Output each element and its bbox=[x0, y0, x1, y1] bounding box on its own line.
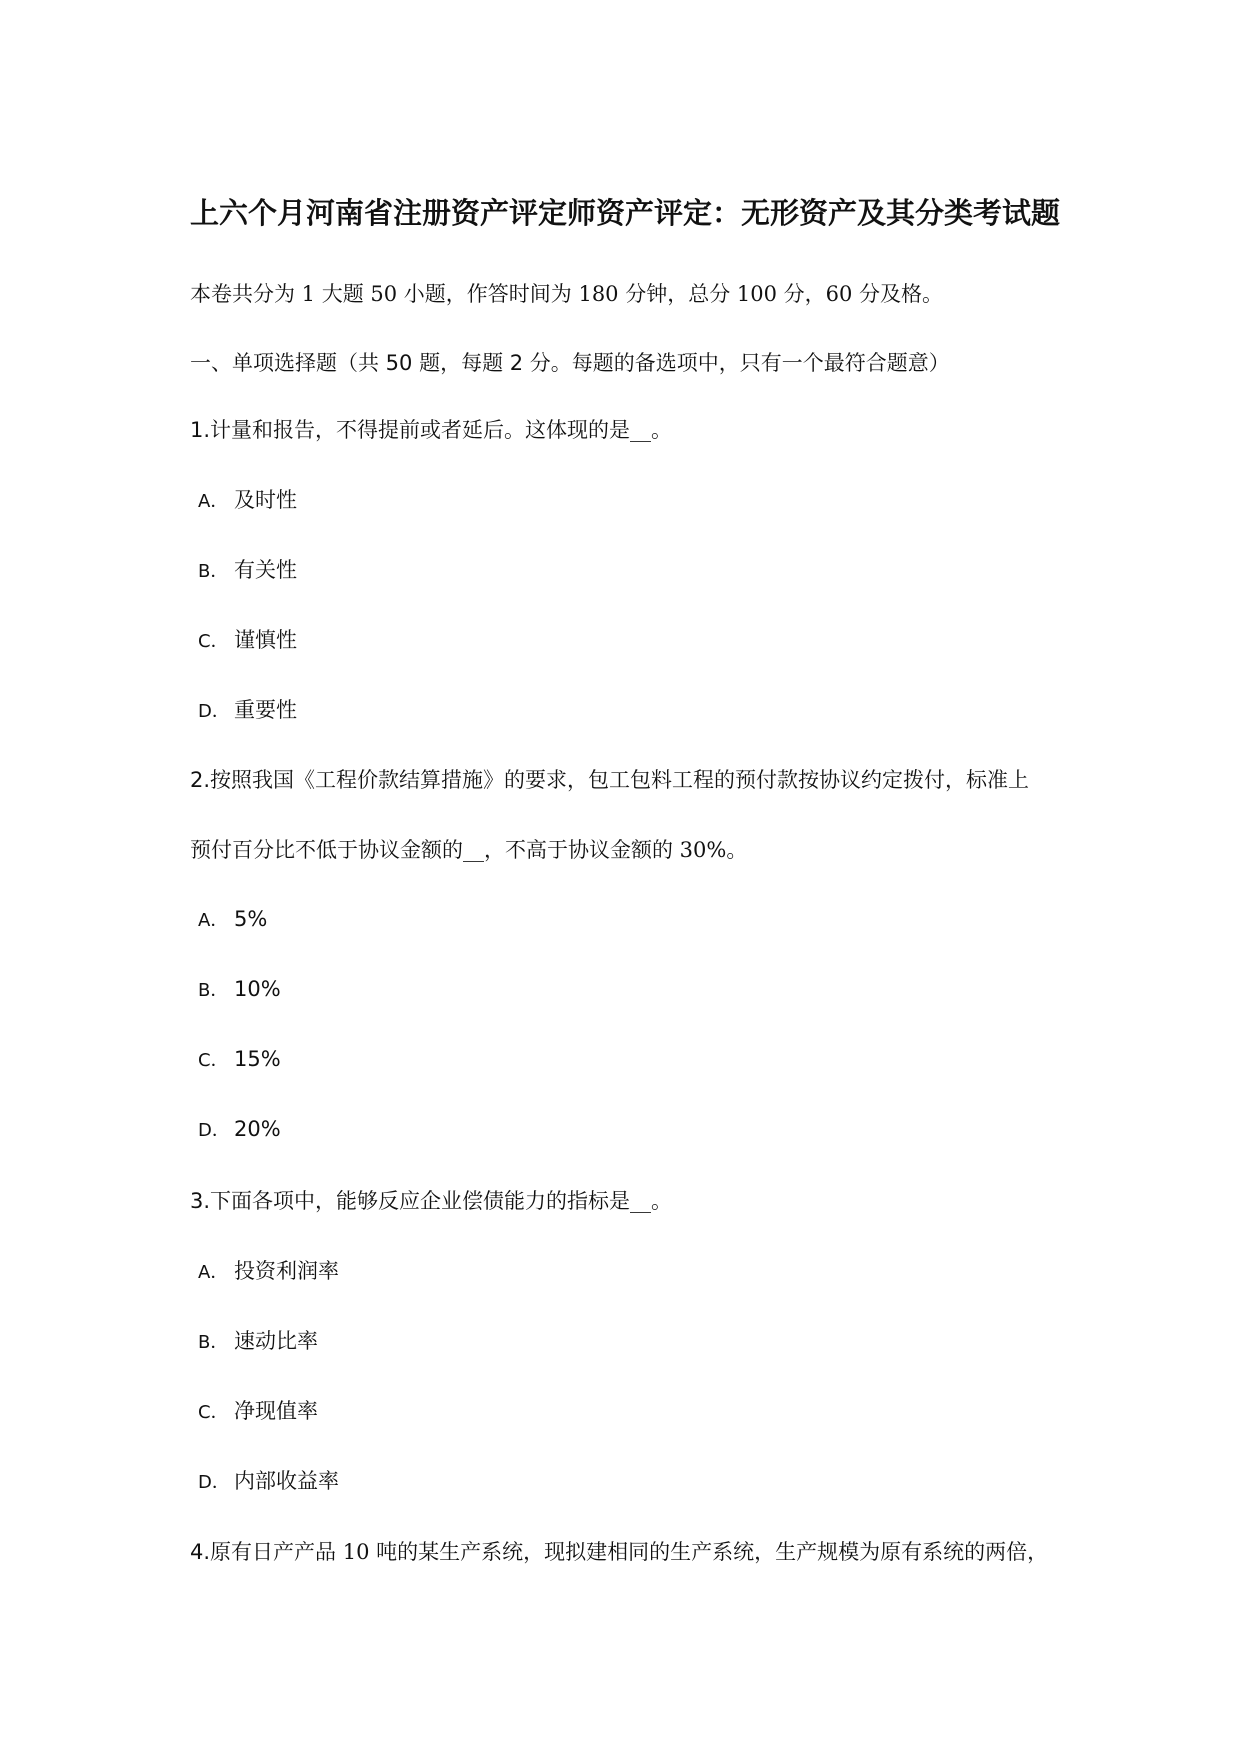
option-text: 重要性 bbox=[234, 698, 297, 722]
option-text: 20% bbox=[234, 1117, 281, 1141]
option-text: 及时性 bbox=[234, 488, 297, 512]
option-text: 5% bbox=[234, 907, 268, 931]
option-1d bbox=[198, 694, 297, 724]
option-3b bbox=[198, 1325, 318, 1355]
question-3 bbox=[190, 1185, 672, 1215]
question-number: 2. bbox=[190, 768, 211, 792]
question-text: 下面各项中，能够反应企业偿债能力的指标是__。 bbox=[210, 1189, 673, 1213]
question-number: 4. bbox=[190, 1540, 211, 1564]
question-text: 按照我国《工程价款结算措施》的要求，包工包料工程的预付款按协议约定拨付，标准上 bbox=[210, 768, 1030, 792]
option-text: 谨慎性 bbox=[234, 628, 297, 652]
question-1 bbox=[190, 414, 672, 444]
page-title: 上六个月河南省注册资产评定师资产评定：无形资产及其分类考试题 bbox=[190, 196, 1061, 230]
option-letter: A． bbox=[198, 910, 229, 931]
option-1b bbox=[198, 554, 297, 584]
option-text: 15% bbox=[234, 1047, 281, 1071]
question-4 bbox=[190, 1536, 1048, 1566]
section-heading: 一、单项选择题（共 50 题，每题 2 分。每题的备选项中，只有一个最符合题意） bbox=[190, 351, 950, 375]
option-3a bbox=[198, 1255, 339, 1285]
option-letter: B． bbox=[198, 561, 229, 582]
option-letter: D． bbox=[198, 1120, 230, 1141]
option-text: 10% bbox=[234, 977, 281, 1001]
option-3d bbox=[198, 1465, 339, 1495]
option-text: 投资利润率 bbox=[234, 1259, 339, 1283]
question-2 bbox=[190, 764, 1029, 794]
option-letter: C． bbox=[198, 1402, 229, 1423]
option-letter: D． bbox=[198, 701, 230, 722]
exam-intro: 本卷共分为 1 大题 50 小题，作答时间为 180 分钟，总分 100 分，60 分及格。 bbox=[190, 282, 944, 306]
option-text: 速动比率 bbox=[234, 1329, 318, 1353]
option-letter: B． bbox=[198, 1332, 229, 1353]
option-2d bbox=[198, 1116, 281, 1142]
option-1c bbox=[198, 624, 297, 654]
option-1a bbox=[198, 484, 297, 514]
option-text: 净现值率 bbox=[234, 1399, 318, 1423]
question-number: 1. bbox=[190, 418, 211, 442]
question-text: 原有日产产品 10 吨的某生产系统，现拟建相同的生产系统，生产规模为原有系统的两倍， bbox=[210, 1540, 1049, 1564]
question-2-continued: 预付百分比不低于协议金额的__，不高于协议金额的 30%。 bbox=[190, 838, 748, 862]
option-letter: D． bbox=[198, 1472, 230, 1493]
option-3c bbox=[198, 1395, 318, 1425]
option-letter: A． bbox=[198, 1262, 229, 1283]
question-number: 3. bbox=[190, 1189, 211, 1213]
option-2b bbox=[198, 976, 281, 1002]
option-text: 有关性 bbox=[234, 558, 297, 582]
option-letter: B． bbox=[198, 980, 229, 1001]
option-letter: C． bbox=[198, 631, 229, 652]
option-text: 内部收益率 bbox=[234, 1469, 339, 1493]
option-letter: A． bbox=[198, 491, 229, 512]
option-2a bbox=[198, 906, 267, 932]
question-text: 计量和报告，不得提前或者延后。这体现的是__。 bbox=[210, 418, 673, 442]
option-2c bbox=[198, 1046, 281, 1072]
option-letter: C． bbox=[198, 1050, 229, 1071]
